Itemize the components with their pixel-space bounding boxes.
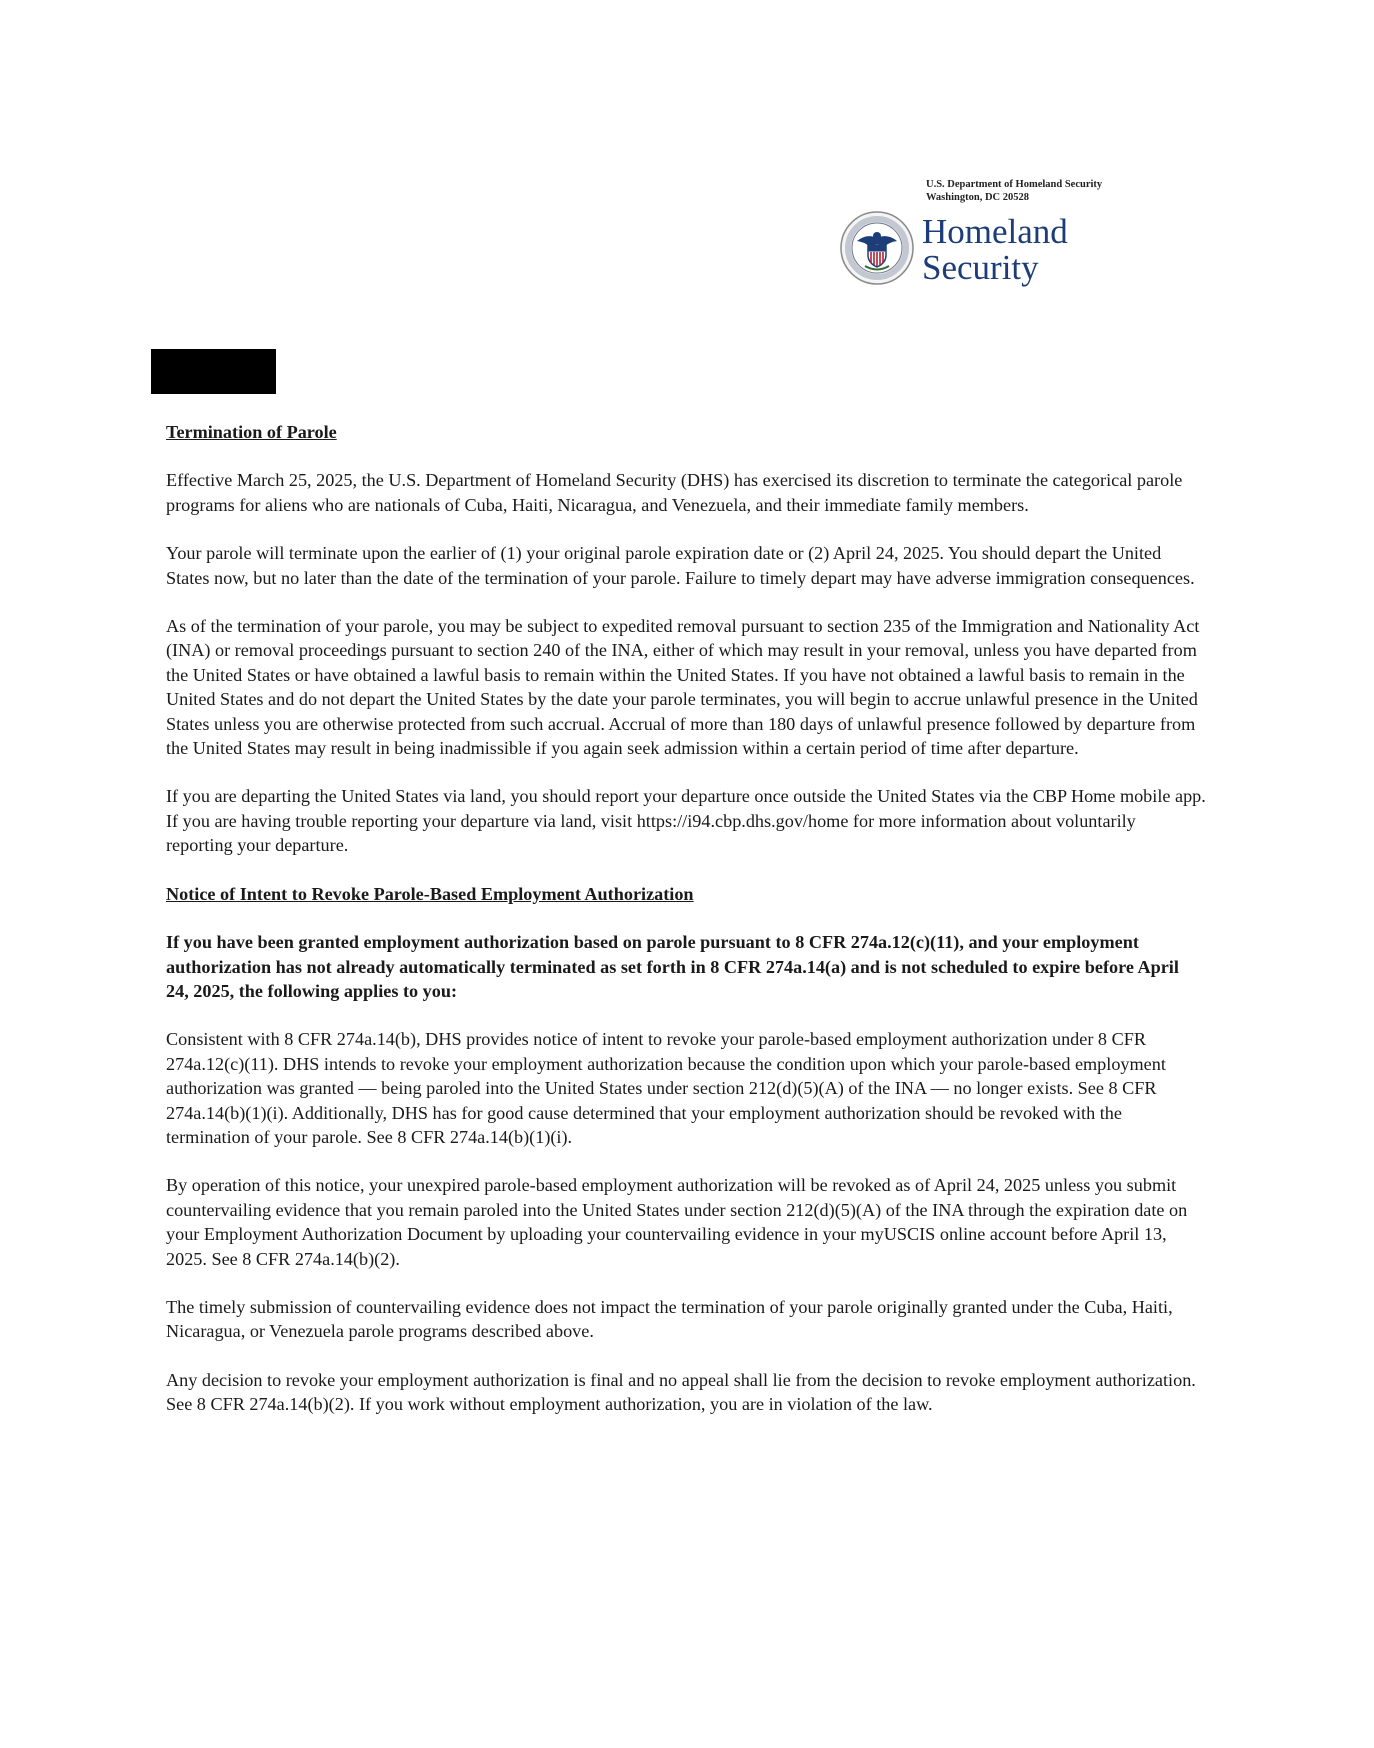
- department-name: U.S. Department of Homeland Security: [926, 179, 1103, 190]
- brand-line-1: Homeland: [922, 212, 1068, 251]
- letterhead-address-block: [926, 178, 1102, 204]
- dhs-brand-wordmark: [922, 214, 1068, 286]
- heading-notice-of-intent: Notice of Intent to Revoke Parole-Based Employment Authorization: [166, 883, 694, 904]
- termination-paragraph-4: If you are departing the United States via land, you should report your departure once outside the United States via the CBP Home mobile app. If you are having trouble reporting your departure via land, visit https://i94.cbp.dhs.gov/home for more information about voluntarily reporting your departure.: [166, 786, 1206, 856]
- termination-paragraph-1: Effective March 25, 2025, the U.S. Department of Homeland Security (DHS) has exercised its discretion to terminate the categorical parole programs for aliens who are nationals of Cuba, Haiti, Nicaragua, and Venezuela, and their immediate family members.: [166, 470, 1183, 515]
- letterhead: [840, 178, 1150, 298]
- brand-line-2: Security: [922, 248, 1039, 287]
- notice-applicability-paragraph: If you have been granted employment authorization based on parole pursuant to 8 CFR 274a.12(c)(11), and your employment authorization has not already automatically terminated as set forth in 8 CFR 274a.14(a) and is not scheduled to expire before April 24, 2025, the following applies to you:: [166, 932, 1179, 1001]
- termination-paragraph-3: As of the termination of your parole, you may be subject to expedited removal pursuant to section 235 of the Immigration and Nationality Act (INA) or removal proceedings pursuant to section 240 of the INA, either of which may result in your removal, unless you have departed from the United States or have obtained a lawful basis to remain within the United States. If you have not obtained a lawful basis to remain in the United States and do not depart the United States by the date your parole terminates, you will begin to accrue unlawful presence in the United States unless you are otherwise protected from such accrual. Accrual of more than 180 days of unlawful presence followed by departure from the United States may result in being inadmissible if you again seek admission within a certain period of time after departure.: [166, 616, 1200, 759]
- dhs-seal-icon: [840, 211, 914, 285]
- redacted-recipient-block: [151, 349, 276, 394]
- notice-paragraph-3: The timely submission of countervailing evidence does not impact the termination of your parole originally granted under the Cuba, Haiti, Nicaragua, or Venezuela parole programs described above.: [166, 1296, 1173, 1342]
- letter-body: [166, 420, 1206, 1417]
- notice-paragraph-2: By operation of this notice, your unexpired parole-based employment authorization will be revoked as of April 24, 2025 unless you submit countervailing evidence that you remain paroled into the United States under section 212(d)(5)(A) of the INA through the expiration date on your Employment Authorization Document by uploading your countervailing evidence in your myUSCIS online account before April 13, 2025. See 8 CFR 274a.14(b)(2).: [166, 1175, 1188, 1269]
- termination-paragraph-2: Your parole will terminate upon the earlier of (1) your original parole expiration date or (2) April 24, 2025. You should depart the United States now, but no later than the date of the termination of your parole. Failure to timely depart may have adverse immigration consequences.: [166, 543, 1195, 588]
- notice-paragraph-1: Consistent with 8 CFR 274a.14(b), DHS provides notice of intent to revoke your parole-based employment authorization under 8 CFR 274a.12(c)(11). DHS intends to revoke your employment authorization because the condition upon which your parole-based employment authorization was granted — being paroled into the United States under section 212(d)(5)(A) of the INA — no longer exists. See 8 CFR 274a.14(b)(1)(i). Additionally, DHS has for good cause determined that your employment authorization should be revoked with the termination of your parole. See 8 CFR 274a.14(b)(1)(i).: [166, 1029, 1166, 1147]
- heading-termination-of-parole: Termination of Parole: [166, 422, 337, 442]
- notice-paragraph-4: Any decision to revoke your employment authorization is final and no appeal shall lie from the decision to revoke employment authorization. See 8 CFR 274a.14(b)(2). If you work without employment authorization, you are in violation of the law.: [166, 1369, 1196, 1415]
- department-address: Washington, DC 20528: [926, 192, 1029, 203]
